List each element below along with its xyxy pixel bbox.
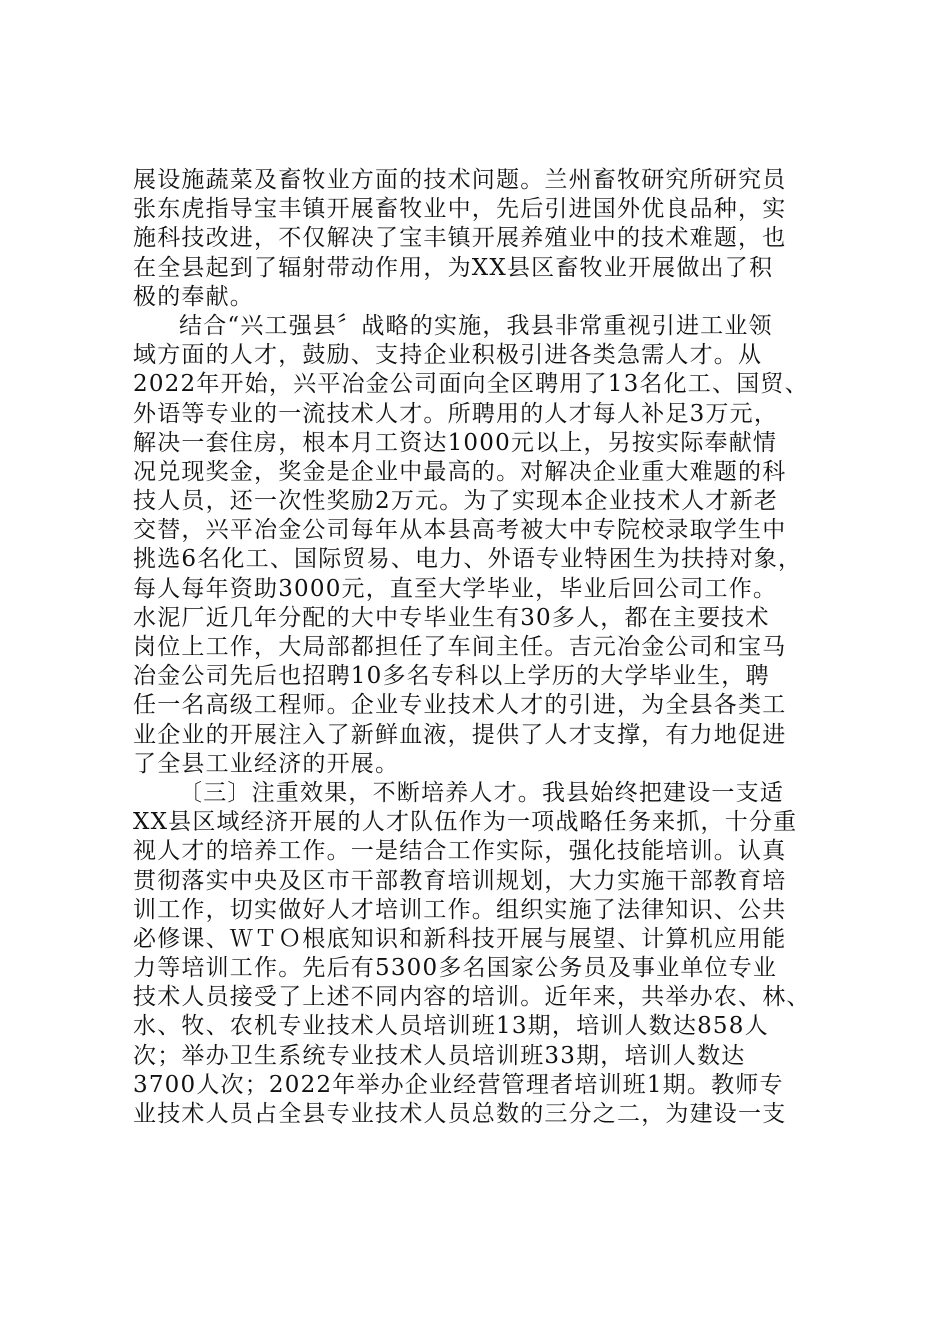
text-line: 2022年开始，兴平冶金公司面向全区聘用了13名化工、国贸、: [133, 371, 809, 398]
text-line: 冶金公司先后也招聘10多名专科以上学历的大学毕业生，聘: [133, 663, 770, 690]
text-line: 域方面的人才，鼓励、支持企业积极引进各类急需人才。从: [133, 342, 763, 369]
text-line: 张东虎指导宝丰镇开展畜牧业中，先后引进国外优良品种，实: [133, 196, 787, 223]
text-line: 必修课、ＷＴＯ根底知识和新科技开展与展望、计算机应用能: [133, 925, 787, 952]
text-line: 业技术人员占全县专业技术人员总数的三分之二，为建设一支: [133, 1101, 787, 1127]
text-line: 水泥厂近几年分配的大中专毕业生有30多人，都在主要技术: [133, 604, 770, 631]
text-line: 挑选6名化工、国际贸易、电力、外语专业特困生为扶持对象，: [133, 546, 803, 573]
text-line: 3700人次；2022年举办企业经营管理者培训班1期。教师专: [133, 1071, 784, 1098]
text-line: 岗位上工作，大局部都担任了车间主任。吉元冶金公司和宝马: [133, 634, 787, 660]
text-line: 解决一套住房，根本月工资达1000元以上，另按实际奉献情: [133, 429, 778, 456]
text-line: 况兑现奖金，奖金是企业中最高的。对解决企业重大难题的科: [133, 458, 787, 485]
text-line: 极的奉献。: [133, 283, 254, 310]
text-line: XX县区域经济开展的人才队伍作为一项战略任务来抓，十分重: [133, 809, 798, 836]
text-line: 了全县工业经济的开展。: [133, 750, 400, 777]
text-line: 技人员，还一次性奖励2万元。为了实现本企业技术人才新老: [133, 488, 779, 515]
paragraph-first-line: 〔三〕注重效果，不断培养人才。我县始终把建设一支适: [179, 779, 784, 806]
text-line: 水、牧、农机专业技术人员培训班13期，培训人数达858人: [133, 1013, 769, 1040]
text-line: 次；举办卫生系统专业技术人员培训班33期，培训人数达: [133, 1042, 746, 1069]
text-line: 每人每年资助3000元，直至大学毕业，毕业后回公司工作。: [133, 575, 778, 602]
text-line: 贯彻落实中央及区市干部教育培训规划，大力实施干部教育培: [133, 867, 787, 894]
text-line: 任一名高级工程师。企业专业技术人才的引进，为全县各类工: [133, 692, 787, 719]
text-line: 力等培训工作。先后有5300多名国家公务员及事业单位专业: [133, 955, 778, 982]
text-line: 在全县起到了辐射带动作用，为XX县区畜牧业开展做出了积: [133, 254, 774, 281]
text-line: 训工作，切实做好人才培训工作。组织实施了法律知识、公共: [133, 896, 787, 923]
text-line: 施科技改进，不仅解决了宝丰镇开展养殖业中的技术难题，也: [133, 225, 787, 252]
text-line: 外语等专业的一流技术人才。所聘用的人才每人补足3万元，: [133, 400, 779, 427]
document-body: [133, 166, 833, 1129]
text-line: 交替，兴平冶金公司每年从本县高考被大中专院校录取学生中: [133, 517, 787, 544]
text-line: 业企业的开展注入了新鲜血液，提供了人才支撑，有力地促进: [133, 721, 787, 748]
text-line: 技术人员接受了上述不同内容的培训。近年来，共举办农、林、: [133, 984, 811, 1011]
text-line: 视人才的培养工作。一是结合工作实际，强化技能培训。认真: [133, 838, 787, 865]
text-line: 展设施蔬菜及畜牧业方面的技术问题。兰州畜牧研究所研究员: [133, 167, 787, 193]
paragraph-first-line: 结合“兴工强县〞战略的实施，我县非常重视引进工业领: [179, 312, 773, 339]
